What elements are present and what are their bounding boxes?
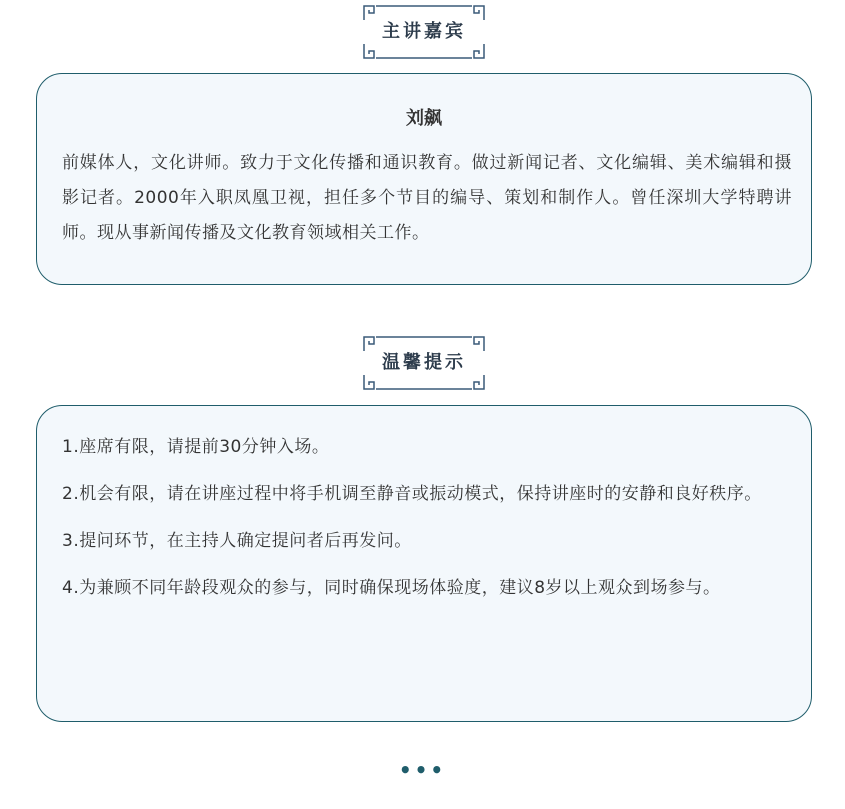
section-title-text: 温馨提示 xyxy=(382,352,466,373)
speaker-bio: 前媒体人，文化讲师。致力于文化传播和通识教育。做过新闻记者、文化编辑、美术编辑和摄影记者。2000年入职凤凰卫视，担任多个节目的编导、策划和制作人。曾任深圳大学特聘讲师。现从事新闻传播及文化教育领域相关工作。 xyxy=(62,153,792,243)
tip-item: 2.机会有限，请在讲座过程中将手机调至静音或振动模式，保持讲座时的安静和良好秩序。 xyxy=(62,484,762,504)
section-title-speaker xyxy=(362,4,486,60)
tip-item: 1.座席有限，请提前30分钟入场。 xyxy=(62,437,330,457)
speaker-name: 刘飙 xyxy=(406,108,442,129)
speaker-card xyxy=(36,73,812,285)
tip-item: 3.提问环节，在主持人确定提问者后再发问。 xyxy=(62,531,412,551)
tip-item: 4.为兼顾不同年龄段观众的参与，同时确保现场体验度，建议8岁以上观众到场参与。 xyxy=(62,578,721,598)
section-title-tips xyxy=(362,335,486,391)
more-dots-icon: ••• xyxy=(398,758,447,782)
tips-card xyxy=(36,405,812,722)
section-title-text: 主讲嘉宾 xyxy=(382,21,466,42)
tips-list xyxy=(62,430,792,618)
